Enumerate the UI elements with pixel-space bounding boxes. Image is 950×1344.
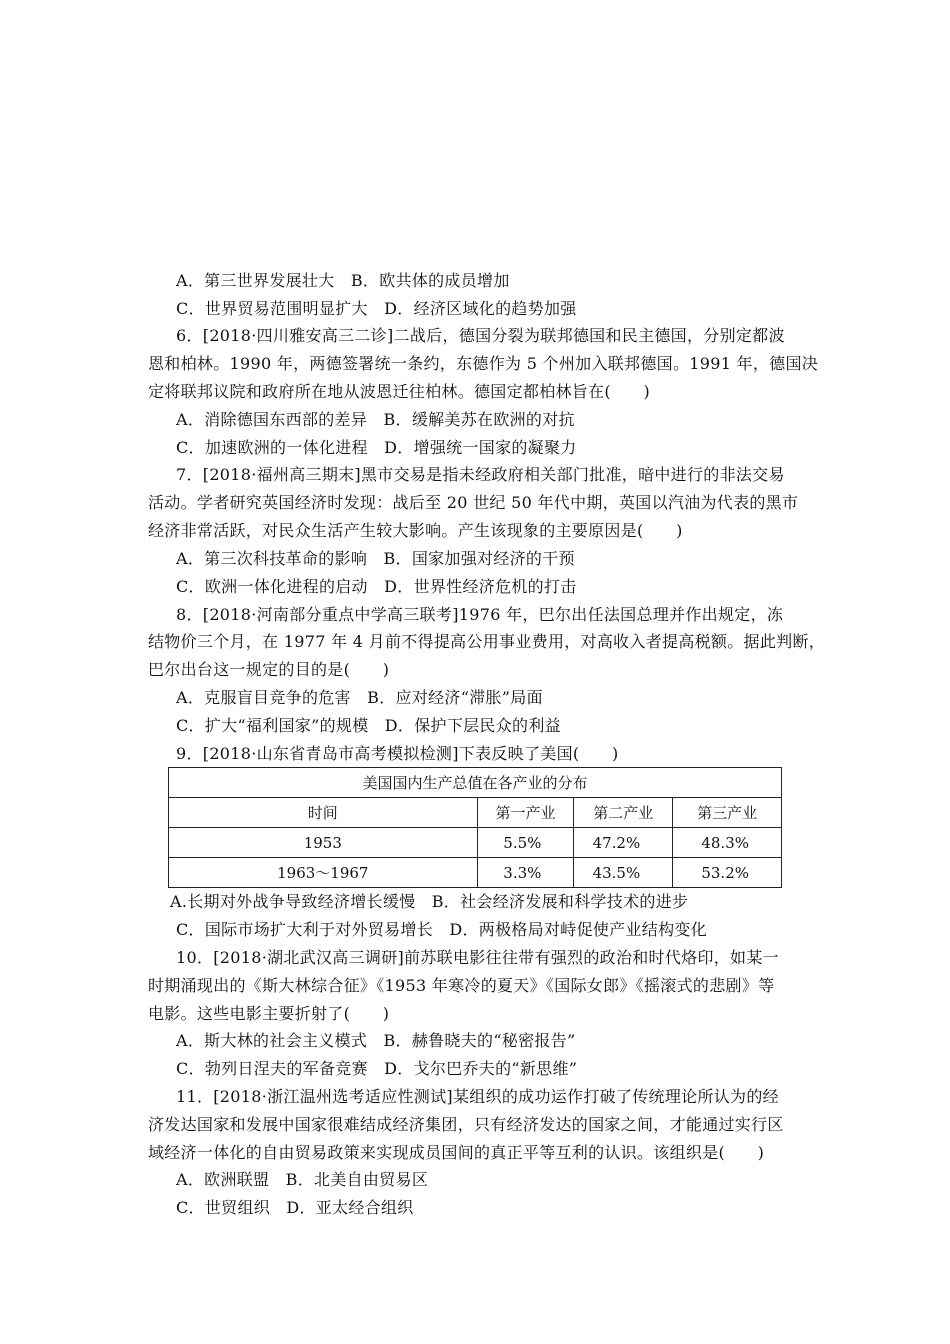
q7-options-ab: A．第三次科技革命的影响 B．国家加强对经济的干预	[176, 549, 575, 568]
header-primary: 第一产业	[477, 798, 574, 828]
q7-options-cd: C．欧洲一体化进程的启动 D．世界性经济危机的打击	[176, 577, 577, 596]
table-title-row	[169, 768, 782, 798]
q7-stem-line-1: 7．[2018·福州高三期末]黑市交易是指未经政府相关部门批准，暗中进行的非法交易	[176, 465, 785, 484]
q6-stem-line-2: 恩和柏林。1990 年，两德签署统一条约，东德作为 5 个州加入联邦德国。1991 年，德国决	[148, 354, 819, 373]
q7-stem-line-2: 活动。学者研究英国经济时发现：战后至 20 世纪 50 年代中期，英国以汽油为代表的黑市	[148, 493, 799, 512]
table-row	[169, 858, 782, 888]
cell-primary: 3.3%	[477, 858, 574, 888]
q8-options-ab: A．克服盲目竞争的危害 B．应对经济“滞胀”局面	[176, 688, 543, 707]
q6-options-cd: C．加速欧洲的一体化进程 D．增强统一国家的凝聚力	[176, 438, 577, 457]
gdp-distribution-table	[168, 767, 782, 888]
q11-options-ab: A．欧洲联盟 B．北美自由贸易区	[176, 1170, 429, 1189]
q7-stem-line-3: 经济非常活跃，对民众生活产生较大影响。产生该现象的主要原因是( )	[148, 521, 683, 540]
table-title: 美国国内生产总值在各产业的分布	[169, 768, 782, 798]
q9-stem-line-1: 9．[2018·山东省青岛市高考模拟检测]下表反映了美国( )	[176, 744, 619, 763]
q10-stem-line-3: 电影。这些电影主要折射了( )	[148, 1004, 390, 1023]
q11-stem-line-1: 11．[2018·浙江温州选考适应性测试]某组织的成功运作打破了传统理论所认为的经	[176, 1087, 779, 1106]
header-tertiary: 第三产业	[673, 798, 782, 828]
q8-stem-line-3: 巴尔出台这一规定的目的是( )	[148, 660, 390, 679]
q8-stem-line-1: 8．[2018·河南部分重点中学高三联考]1976 年，巴尔出任法国总理并作出规定，冻	[176, 605, 784, 624]
cell-tertiary: 48.3%	[673, 828, 782, 858]
cell-year: 1963～1967	[169, 858, 478, 888]
q6-options-ab: A．消除德国东西部的差异 B．缓解美苏在欧洲的对抗	[176, 410, 575, 429]
cell-secondary: 43.5%	[574, 858, 673, 888]
q10-stem-line-2: 时期涌现出的《斯大林综合征》《1953 年寒冷的夏天》《国际女郎》《摇滚式的悲剧》等	[148, 976, 775, 995]
q9-options-ab: A.长期对外战争导致经济增长缓慢 B．社会经济发展和科学技术的进步	[170, 892, 689, 911]
cell-primary: 5.5%	[477, 828, 574, 858]
q9-options-cd: C．国际市场扩大利于对外贸易增长 D．两极格局对峙促使产业结构变化	[176, 920, 707, 939]
q6-stem-line-3: 定将联邦议院和政府所在地从波恩迁往柏林。德国定都柏林旨在( )	[148, 382, 651, 401]
table-row	[169, 828, 782, 858]
q11-stem-line-2: 济发达国家和发展中国家很难结成经济集团，只有经济发达的国家之间，才能通过实行区	[148, 1115, 784, 1134]
q5-options-cd: C．世界贸易范围明显扩大 D．经济区域化的趋势加强	[176, 299, 577, 318]
q5-options-ab: A．第三世界发展壮大 B．欧共体的成员增加	[176, 271, 510, 290]
q11-stem-line-3: 域经济一体化的自由贸易政策来实现成员国间的真正平等互利的认识。该组织是( )	[148, 1143, 765, 1162]
q10-stem-line-1: 10．[2018·湖北武汉高三调研]前苏联电影往往带有强烈的政治和时代烙印，如某一	[176, 948, 779, 967]
q10-options-cd: C．勃列日涅夫的军备竞赛 D．戈尔巴乔夫的“新思维”	[176, 1059, 578, 1078]
q8-options-cd: C．扩大“福利国家”的规模 D．保护下层民众的利益	[176, 716, 561, 735]
header-secondary: 第二产业	[574, 798, 673, 828]
q8-stem-line-2: 结物价三个月，在 1977 年 4 月前不得提高公用事业费用，对高收入者提高税额。据此判断，	[148, 632, 826, 651]
q11-options-cd: C．世贸组织 D．亚太经合组织	[176, 1198, 414, 1217]
table-header-row	[169, 798, 782, 828]
q6-stem-line-1: 6．[2018·四川雅安高三二诊]二战后，德国分裂为联邦德国和民主德国，分别定都波	[176, 326, 785, 345]
cell-year: 1953	[169, 828, 478, 858]
q10-options-ab: A．斯大林的社会主义模式 B．赫鲁晓夫的“秘密报告”	[176, 1031, 576, 1050]
cell-tertiary: 53.2%	[673, 858, 782, 888]
cell-secondary: 47.2%	[574, 828, 673, 858]
header-time: 时间	[169, 798, 478, 828]
